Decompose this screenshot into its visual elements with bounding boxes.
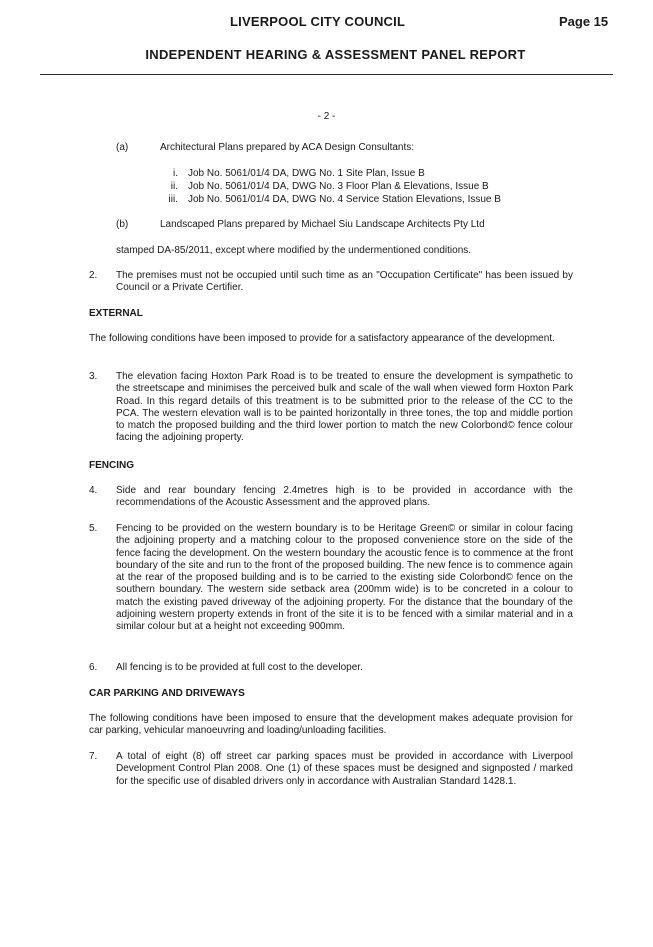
condition-number: 5.: [89, 523, 98, 534]
condition-number: 3.: [89, 371, 98, 382]
condition-5-text: Fencing to be provided on the western boundary is to be Heritage Green© or similar in colour facing the adjoining property and a matching colour to the proposed convenience store on the side of the fence facing the development. On the western boundary the acoustic fence is to commence at the front boundary of the site and run to the front of the proposed building. The new fence is to commence again at the rear of the proposed building and is to be carried to the existing side Colorbond© fence on the southern boundary. The western side setback area (200mm wide) is to be concreted in a colour to match the existing paved driveway of the adjoining property. For the distance that the boundary of the adjoining western property extends in front of the site it is to be fenced with a similar material and in a similar colour but at a height not exceeding 900mm.: [116, 523, 573, 633]
report-title: INDEPENDENT HEARING & ASSESSMENT PANEL REPORT: [145, 47, 526, 62]
condition-number: 2.: [89, 270, 98, 281]
council-name: LIVERPOOL CITY COUNCIL: [230, 14, 406, 29]
condition-number: 6.: [89, 662, 98, 673]
section-heading-car-parking: CAR PARKING AND DRIVEWAYS: [89, 688, 245, 699]
plan-number: iii.: [168, 194, 178, 205]
page-number: Page 15: [559, 14, 609, 29]
plan-number: ii.: [170, 181, 178, 192]
condition-6-text: All fencing is to be provided at full cost to the developer.: [116, 662, 363, 673]
plan-number: i.: [173, 168, 178, 179]
car-parking-intro: The following conditions have been imposed to ensure that the development makes adequate provision for car parking, vehicular manoeuvring and loading/unloading facilities.: [89, 713, 573, 737]
page-header: [0, 14, 653, 30]
condition-4-text: Side and rear boundary fencing 2.4metres high is to be provided in accordance with the recommendations of the Acoustic Assessment and the approved plans.: [116, 485, 573, 509]
condition-3-text: The elevation facing Hoxton Park Road is to be treated to ensure the development is sympathetic to the streetscape and minimises the perceived bulk and scale of the wall when viewed form Hoxton Park Road. In this regard details of this treatment is to be submitted prior to the release of the CC to the PCA. The western elevation wall is to be painted horizontally in three tones, the top and middle portion to match the proposed building and the third lower portion to match the new Colorbond© fence colour facing the adjoining property.: [116, 371, 573, 444]
condition-number: 7.: [89, 751, 98, 762]
header-divider: [40, 74, 613, 75]
plan-item: Job No. 5061/01/4 DA, DWG No. 4 Service Station Elevations, Issue B: [188, 194, 501, 205]
item-b-text: Landscaped Plans prepared by Michael Siu Landscape Architects Pty Ltd: [160, 219, 485, 230]
stamped-text: stamped DA-85/2011, except where modified by the undermentioned conditions.: [116, 245, 472, 256]
page-subnumber: - 2 -: [317, 111, 336, 122]
item-b-label: (b): [116, 219, 129, 230]
item-a-label: (a): [116, 142, 129, 153]
section-heading-external: EXTERNAL: [89, 308, 143, 319]
plan-item: Job No. 5061/01/4 DA, DWG No. 1 Site Plan, Issue B: [188, 168, 425, 179]
plan-item: Job No. 5061/01/4 DA, DWG No. 3 Floor Plan & Elevations, Issue B: [188, 181, 489, 192]
item-a-text: Architectural Plans prepared by ACA Design Consultants:: [160, 142, 415, 153]
section-heading-fencing: FENCING: [89, 460, 134, 471]
condition-7-text: A total of eight (8) off street car parking spaces must be provided in accordance with Liverpool Development Control Plan 2008. One (1) of these spaces must be designed and signposted / marked for the specific use of disabled drivers only in accordance with Australian Standard 1428.1.: [116, 751, 573, 787]
condition-2-text: The premises must not be occupied until such time as an "Occupation Certificate" has been issued by Council or a Private Certifier.: [116, 270, 573, 294]
external-intro: The following conditions have been imposed to provide for a satisfactory appearance of the development.: [89, 333, 555, 344]
condition-number: 4.: [89, 485, 98, 496]
